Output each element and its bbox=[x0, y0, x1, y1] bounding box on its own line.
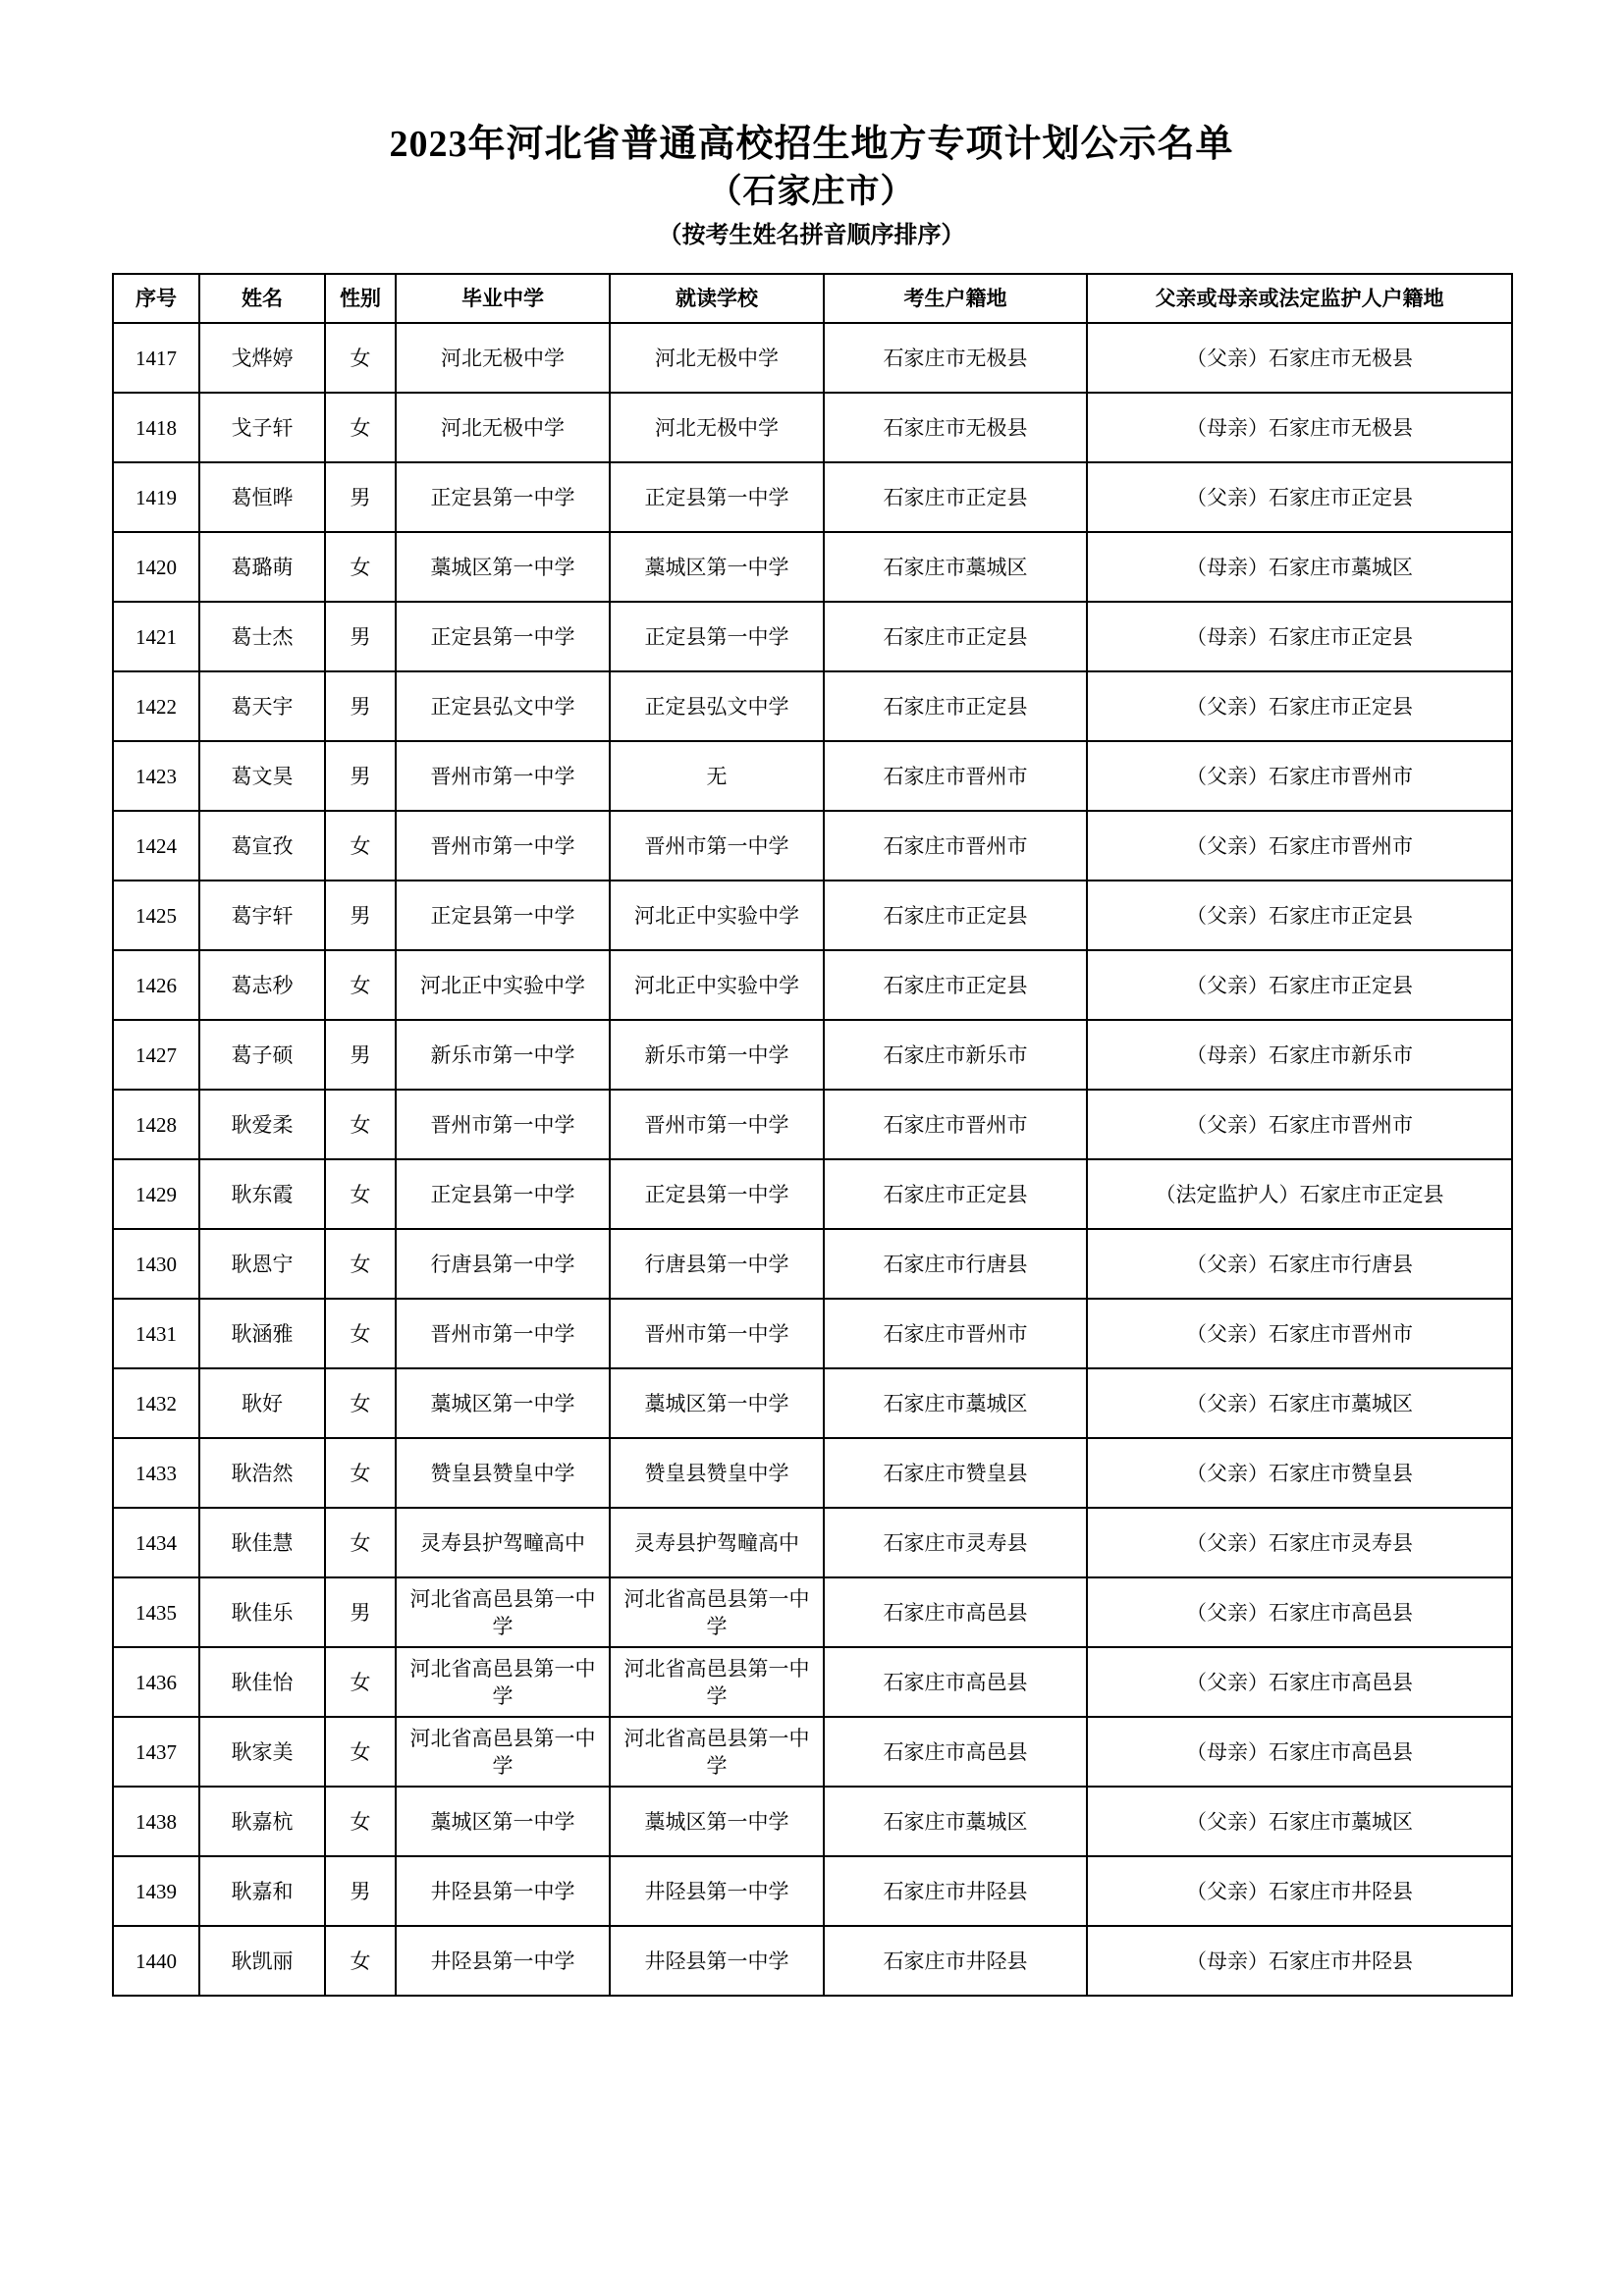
cell-graduated-school: 河北省高邑县第一中学 bbox=[396, 1647, 610, 1717]
cell-study-school: 行唐县第一中学 bbox=[610, 1229, 824, 1299]
table-row bbox=[113, 462, 1512, 532]
cell-candidate-residence: 石家庄市无极县 bbox=[824, 323, 1087, 393]
cell-sex: 女 bbox=[325, 1647, 396, 1717]
cell-study-school: 正定县弘文中学 bbox=[610, 671, 824, 741]
cell-guardian-residence: （父亲）石家庄市晋州市 bbox=[1087, 741, 1512, 811]
cell-sex: 女 bbox=[325, 1717, 396, 1787]
cell-candidate-residence: 石家庄市赞皇县 bbox=[824, 1438, 1087, 1508]
cell-seq: 1422 bbox=[113, 671, 199, 741]
table-row bbox=[113, 1508, 1512, 1577]
cell-study-school: 藁城区第一中学 bbox=[610, 1368, 824, 1438]
cell-study-school: 河北省高邑县第一中学 bbox=[610, 1647, 824, 1717]
cell-seq: 1423 bbox=[113, 741, 199, 811]
cell-guardian-residence: （父亲）石家庄市高邑县 bbox=[1087, 1577, 1512, 1647]
table-row bbox=[113, 1787, 1512, 1856]
page-subtitle: （石家庄市） bbox=[708, 174, 915, 210]
cell-seq: 1437 bbox=[113, 1717, 199, 1787]
cell-graduated-school: 正定县第一中学 bbox=[396, 462, 610, 532]
cell-sex: 女 bbox=[325, 1926, 396, 1996]
cell-study-school: 晋州市第一中学 bbox=[610, 1299, 824, 1368]
cell-seq: 1438 bbox=[113, 1787, 199, 1856]
cell-seq: 1435 bbox=[113, 1577, 199, 1647]
cell-candidate-residence: 石家庄市新乐市 bbox=[824, 1020, 1087, 1090]
cell-candidate-residence: 石家庄市正定县 bbox=[824, 1159, 1087, 1229]
cell-sex: 女 bbox=[325, 1159, 396, 1229]
cell-study-school: 正定县第一中学 bbox=[610, 1159, 824, 1229]
cell-study-school: 晋州市第一中学 bbox=[610, 1090, 824, 1159]
cell-candidate-residence: 石家庄市正定县 bbox=[824, 671, 1087, 741]
cell-name: 耿好 bbox=[199, 1368, 325, 1438]
cell-guardian-residence: （父亲）石家庄市晋州市 bbox=[1087, 1299, 1512, 1368]
cell-name: 耿爱柔 bbox=[199, 1090, 325, 1159]
column-header-graduated-school: 毕业中学 bbox=[396, 274, 610, 323]
cell-sex: 男 bbox=[325, 881, 396, 950]
cell-study-school: 河北正中实验中学 bbox=[610, 950, 824, 1020]
table-row bbox=[113, 1159, 1512, 1229]
cell-name: 耿涵雅 bbox=[199, 1299, 325, 1368]
cell-graduated-school: 晋州市第一中学 bbox=[396, 1299, 610, 1368]
table-row bbox=[113, 881, 1512, 950]
table-row bbox=[113, 741, 1512, 811]
table-row bbox=[113, 1438, 1512, 1508]
cell-name: 葛天宇 bbox=[199, 671, 325, 741]
cell-candidate-residence: 石家庄市无极县 bbox=[824, 393, 1087, 462]
roster-table-container bbox=[112, 273, 1511, 1997]
cell-candidate-residence: 石家庄市高邑县 bbox=[824, 1717, 1087, 1787]
cell-name: 耿东霞 bbox=[199, 1159, 325, 1229]
cell-sex: 女 bbox=[325, 811, 396, 881]
cell-sex: 女 bbox=[325, 1368, 396, 1438]
header-row bbox=[113, 274, 1512, 323]
cell-graduated-school: 井陉县第一中学 bbox=[396, 1926, 610, 1996]
cell-study-school: 正定县第一中学 bbox=[610, 462, 824, 532]
cell-graduated-school: 行唐县第一中学 bbox=[396, 1229, 610, 1299]
cell-graduated-school: 河北省高邑县第一中学 bbox=[396, 1717, 610, 1787]
table-row bbox=[113, 532, 1512, 602]
cell-guardian-residence: （父亲）石家庄市行唐县 bbox=[1087, 1229, 1512, 1299]
cell-sex: 女 bbox=[325, 950, 396, 1020]
cell-candidate-residence: 石家庄市正定县 bbox=[824, 950, 1087, 1020]
cell-seq: 1417 bbox=[113, 323, 199, 393]
roster-table bbox=[112, 273, 1513, 1997]
cell-guardian-residence: （父亲）石家庄市正定县 bbox=[1087, 950, 1512, 1020]
cell-name: 葛璐萌 bbox=[199, 532, 325, 602]
cell-candidate-residence: 石家庄市高邑县 bbox=[824, 1647, 1087, 1717]
cell-study-school: 河北省高邑县第一中学 bbox=[610, 1577, 824, 1647]
table-header bbox=[113, 274, 1512, 323]
table-row bbox=[113, 1299, 1512, 1368]
document-header bbox=[0, 0, 1623, 255]
cell-graduated-school: 正定县弘文中学 bbox=[396, 671, 610, 741]
cell-graduated-school: 河北无极中学 bbox=[396, 323, 610, 393]
cell-graduated-school: 河北省高邑县第一中学 bbox=[396, 1577, 610, 1647]
cell-candidate-residence: 石家庄市藁城区 bbox=[824, 1368, 1087, 1438]
cell-candidate-residence: 石家庄市井陉县 bbox=[824, 1926, 1087, 1996]
cell-seq: 1418 bbox=[113, 393, 199, 462]
cell-sex: 男 bbox=[325, 462, 396, 532]
cell-candidate-residence: 石家庄市正定县 bbox=[824, 881, 1087, 950]
cell-graduated-school: 河北无极中学 bbox=[396, 393, 610, 462]
cell-graduated-school: 井陉县第一中学 bbox=[396, 1856, 610, 1926]
cell-guardian-residence: （父亲）石家庄市晋州市 bbox=[1087, 1090, 1512, 1159]
cell-candidate-residence: 石家庄市高邑县 bbox=[824, 1577, 1087, 1647]
cell-candidate-residence: 石家庄市晋州市 bbox=[824, 1299, 1087, 1368]
cell-seq: 1432 bbox=[113, 1368, 199, 1438]
cell-name: 耿嘉杭 bbox=[199, 1787, 325, 1856]
cell-guardian-residence: （父亲）石家庄市正定县 bbox=[1087, 881, 1512, 950]
cell-candidate-residence: 石家庄市行唐县 bbox=[824, 1229, 1087, 1299]
cell-seq: 1434 bbox=[113, 1508, 199, 1577]
cell-sex: 女 bbox=[325, 1090, 396, 1159]
table-row bbox=[113, 1229, 1512, 1299]
table-row bbox=[113, 950, 1512, 1020]
cell-sex: 女 bbox=[325, 532, 396, 602]
cell-study-school: 灵寿县护驾疃高中 bbox=[610, 1508, 824, 1577]
cell-name: 耿嘉和 bbox=[199, 1856, 325, 1926]
cell-seq: 1430 bbox=[113, 1229, 199, 1299]
table-row bbox=[113, 393, 1512, 462]
cell-name: 葛子硕 bbox=[199, 1020, 325, 1090]
cell-name: 戈烨婷 bbox=[199, 323, 325, 393]
column-header-sex: 性别 bbox=[325, 274, 396, 323]
cell-seq: 1433 bbox=[113, 1438, 199, 1508]
cell-candidate-residence: 石家庄市正定县 bbox=[824, 602, 1087, 671]
cell-name: 耿佳乐 bbox=[199, 1577, 325, 1647]
cell-name: 葛志秒 bbox=[199, 950, 325, 1020]
table-row bbox=[113, 1368, 1512, 1438]
cell-candidate-residence: 石家庄市井陉县 bbox=[824, 1856, 1087, 1926]
cell-guardian-residence: （母亲）石家庄市井陉县 bbox=[1087, 1926, 1512, 1996]
cell-candidate-residence: 石家庄市晋州市 bbox=[824, 741, 1087, 811]
cell-sex: 男 bbox=[325, 741, 396, 811]
cell-graduated-school: 藁城区第一中学 bbox=[396, 1368, 610, 1438]
cell-candidate-residence: 石家庄市灵寿县 bbox=[824, 1508, 1087, 1577]
cell-study-school: 河北无极中学 bbox=[610, 323, 824, 393]
cell-guardian-residence: （母亲）石家庄市新乐市 bbox=[1087, 1020, 1512, 1090]
cell-graduated-school: 灵寿县护驾疃高中 bbox=[396, 1508, 610, 1577]
cell-guardian-residence: （父亲）石家庄市藁城区 bbox=[1087, 1787, 1512, 1856]
table-row bbox=[113, 671, 1512, 741]
cell-seq: 1428 bbox=[113, 1090, 199, 1159]
cell-study-school: 藁城区第一中学 bbox=[610, 1787, 824, 1856]
cell-sex: 男 bbox=[325, 602, 396, 671]
cell-name: 耿佳怡 bbox=[199, 1647, 325, 1717]
cell-name: 耿浩然 bbox=[199, 1438, 325, 1508]
cell-graduated-school: 新乐市第一中学 bbox=[396, 1020, 610, 1090]
cell-seq: 1426 bbox=[113, 950, 199, 1020]
cell-sex: 女 bbox=[325, 1438, 396, 1508]
table-body bbox=[113, 323, 1512, 1996]
cell-name: 葛恒晔 bbox=[199, 462, 325, 532]
cell-guardian-residence: （父亲）石家庄市藁城区 bbox=[1087, 1368, 1512, 1438]
cell-study-school: 晋州市第一中学 bbox=[610, 811, 824, 881]
cell-graduated-school: 正定县第一中学 bbox=[396, 602, 610, 671]
table-row bbox=[113, 811, 1512, 881]
cell-graduated-school: 正定县第一中学 bbox=[396, 1159, 610, 1229]
cell-guardian-residence: （父亲）石家庄市正定县 bbox=[1087, 462, 1512, 532]
cell-sex: 女 bbox=[325, 1508, 396, 1577]
cell-name: 葛文昊 bbox=[199, 741, 325, 811]
cell-seq: 1436 bbox=[113, 1647, 199, 1717]
cell-graduated-school: 晋州市第一中学 bbox=[396, 811, 610, 881]
cell-study-school: 赞皇县赞皇中学 bbox=[610, 1438, 824, 1508]
cell-candidate-residence: 石家庄市藁城区 bbox=[824, 532, 1087, 602]
cell-guardian-residence: （母亲）石家庄市藁城区 bbox=[1087, 532, 1512, 602]
cell-candidate-residence: 石家庄市藁城区 bbox=[824, 1787, 1087, 1856]
cell-study-school: 正定县第一中学 bbox=[610, 602, 824, 671]
table-row bbox=[113, 1717, 1512, 1787]
cell-guardian-residence: （父亲）石家庄市正定县 bbox=[1087, 671, 1512, 741]
cell-sex: 男 bbox=[325, 671, 396, 741]
cell-study-school: 新乐市第一中学 bbox=[610, 1020, 824, 1090]
cell-seq: 1429 bbox=[113, 1159, 199, 1229]
cell-guardian-residence: （父亲）石家庄市晋州市 bbox=[1087, 811, 1512, 881]
cell-name: 耿恩宁 bbox=[199, 1229, 325, 1299]
cell-name: 戈子轩 bbox=[199, 393, 325, 462]
column-header-name: 姓名 bbox=[199, 274, 325, 323]
cell-seq: 1431 bbox=[113, 1299, 199, 1368]
cell-seq: 1420 bbox=[113, 532, 199, 602]
cell-sex: 女 bbox=[325, 1299, 396, 1368]
cell-study-school: 河北正中实验中学 bbox=[610, 881, 824, 950]
cell-name: 葛士杰 bbox=[199, 602, 325, 671]
cell-guardian-residence: （母亲）石家庄市正定县 bbox=[1087, 602, 1512, 671]
cell-sex: 女 bbox=[325, 1229, 396, 1299]
cell-sex: 女 bbox=[325, 393, 396, 462]
table-row bbox=[113, 1090, 1512, 1159]
column-header-candidate-residence: 考生户籍地 bbox=[824, 274, 1087, 323]
cell-candidate-residence: 石家庄市正定县 bbox=[824, 462, 1087, 532]
cell-name: 耿佳慧 bbox=[199, 1508, 325, 1577]
table-row bbox=[113, 1926, 1512, 1996]
table-row bbox=[113, 323, 1512, 393]
cell-name: 葛宇轩 bbox=[199, 881, 325, 950]
cell-graduated-school: 河北正中实验中学 bbox=[396, 950, 610, 1020]
cell-seq: 1424 bbox=[113, 811, 199, 881]
column-header-guardian-residence: 父亲或母亲或法定监护人户籍地 bbox=[1087, 274, 1512, 323]
cell-graduated-school: 藁城区第一中学 bbox=[396, 532, 610, 602]
cell-guardian-residence: （父亲）石家庄市赞皇县 bbox=[1087, 1438, 1512, 1508]
cell-study-school: 河北省高邑县第一中学 bbox=[610, 1717, 824, 1787]
cell-study-school: 井陉县第一中学 bbox=[610, 1856, 824, 1926]
cell-seq: 1440 bbox=[113, 1926, 199, 1996]
cell-graduated-school: 晋州市第一中学 bbox=[396, 741, 610, 811]
cell-seq: 1421 bbox=[113, 602, 199, 671]
cell-guardian-residence: （父亲）石家庄市高邑县 bbox=[1087, 1647, 1512, 1717]
cell-guardian-residence: （法定监护人）石家庄市正定县 bbox=[1087, 1159, 1512, 1229]
cell-name: 葛宣孜 bbox=[199, 811, 325, 881]
cell-sex: 女 bbox=[325, 1787, 396, 1856]
cell-study-school: 井陉县第一中学 bbox=[610, 1926, 824, 1996]
cell-sex: 男 bbox=[325, 1577, 396, 1647]
page-sort-note: （按考生姓名拼音顺序排序） bbox=[658, 223, 965, 248]
cell-graduated-school: 晋州市第一中学 bbox=[396, 1090, 610, 1159]
cell-name: 耿凯丽 bbox=[199, 1926, 325, 1996]
cell-guardian-residence: （母亲）石家庄市无极县 bbox=[1087, 393, 1512, 462]
cell-study-school: 藁城区第一中学 bbox=[610, 532, 824, 602]
cell-seq: 1439 bbox=[113, 1856, 199, 1926]
cell-seq: 1425 bbox=[113, 881, 199, 950]
cell-study-school: 无 bbox=[610, 741, 824, 811]
cell-graduated-school: 藁城区第一中学 bbox=[396, 1787, 610, 1856]
column-header-seq: 序号 bbox=[113, 274, 199, 323]
cell-name: 耿家美 bbox=[199, 1717, 325, 1787]
cell-candidate-residence: 石家庄市晋州市 bbox=[824, 1090, 1087, 1159]
cell-sex: 男 bbox=[325, 1020, 396, 1090]
table-row bbox=[113, 1647, 1512, 1717]
table-row bbox=[113, 1856, 1512, 1926]
table-row bbox=[113, 1577, 1512, 1647]
cell-guardian-residence: （父亲）石家庄市无极县 bbox=[1087, 323, 1512, 393]
cell-seq: 1419 bbox=[113, 462, 199, 532]
cell-study-school: 河北无极中学 bbox=[610, 393, 824, 462]
cell-graduated-school: 赞皇县赞皇中学 bbox=[396, 1438, 610, 1508]
cell-guardian-residence: （父亲）石家庄市灵寿县 bbox=[1087, 1508, 1512, 1577]
table-row bbox=[113, 602, 1512, 671]
table-row bbox=[113, 1020, 1512, 1090]
page-title: 2023年河北省普通高校招生地方专项计划公示名单 bbox=[389, 124, 1234, 165]
cell-guardian-residence: （父亲）石家庄市井陉县 bbox=[1087, 1856, 1512, 1926]
cell-sex: 女 bbox=[325, 323, 396, 393]
cell-sex: 男 bbox=[325, 1856, 396, 1926]
cell-graduated-school: 正定县第一中学 bbox=[396, 881, 610, 950]
cell-guardian-residence: （母亲）石家庄市高邑县 bbox=[1087, 1717, 1512, 1787]
cell-candidate-residence: 石家庄市晋州市 bbox=[824, 811, 1087, 881]
cell-seq: 1427 bbox=[113, 1020, 199, 1090]
column-header-study-school: 就读学校 bbox=[610, 274, 824, 323]
